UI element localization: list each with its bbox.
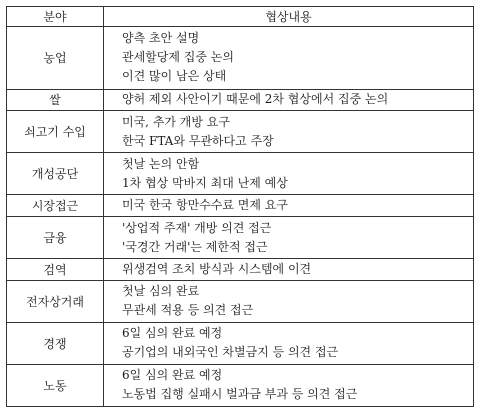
- category-cell: 경쟁: [7, 322, 104, 364]
- table-body: [7, 27, 474, 407]
- header-category: 분야: [7, 7, 104, 27]
- content-line: 위생검역 조치 방식과 시스템에 이견: [122, 261, 312, 276]
- category-cell: 개성공단: [7, 153, 104, 195]
- content-cell: [104, 111, 474, 153]
- content-line: 한국 FTA와 무관하다고 주장: [122, 133, 274, 148]
- content-line: 양허 제외 사안이기 때문에 2차 협상에서 집중 논의: [122, 92, 389, 107]
- content-line: 첫날 논의 안함: [122, 156, 200, 171]
- content-cell: [104, 259, 474, 281]
- content-line: 미국, 추가 개방 요구: [122, 114, 230, 129]
- content-cell: [104, 153, 474, 195]
- category-cell: 쌀: [7, 89, 104, 111]
- content-line: 무관세 적용 등 의견 접근: [122, 303, 254, 318]
- category-cell: 금융: [7, 216, 104, 258]
- negotiation-table: [6, 6, 474, 407]
- category-cell: 검역: [7, 259, 104, 281]
- category-cell: 쇠고기 수입: [7, 111, 104, 153]
- content-cell: [104, 216, 474, 258]
- content-cell: [104, 27, 474, 90]
- content-line: 미국 한국 항만수수료 면제 요구: [122, 198, 288, 213]
- content-line: 이견 많이 남은 상태: [122, 69, 227, 84]
- table-row: [7, 195, 474, 217]
- content-line: 1차 협상 막바지 최대 난제 예상: [122, 175, 288, 190]
- content-cell: [104, 89, 474, 111]
- content-line: '상업적 주재' 개방 의견 접근: [122, 220, 272, 235]
- content-line: 첫날 심의 완료: [122, 284, 200, 299]
- table-row: [7, 153, 474, 195]
- header-row: [7, 7, 474, 27]
- content-line: 6일 심의 완료 예정: [122, 368, 223, 383]
- table-row: [7, 89, 474, 111]
- content-line: 관세할당제 집중 논의: [122, 50, 234, 65]
- category-cell: 전자상거래: [7, 280, 104, 322]
- table-row: [7, 280, 474, 322]
- content-cell: [104, 322, 474, 364]
- content-line: 6일 심의 완료 예정: [122, 326, 223, 341]
- content-cell: [104, 364, 474, 406]
- table-row: [7, 322, 474, 364]
- category-cell: 노동: [7, 364, 104, 406]
- table-row: [7, 27, 474, 90]
- header-content: 협상내용: [104, 7, 474, 27]
- table-row: [7, 216, 474, 258]
- content-line: '국경간 거래'는 제한적 접근: [122, 239, 268, 254]
- content-cell: [104, 280, 474, 322]
- table-row: [7, 111, 474, 153]
- content-line: 공기업의 내외국인 차별금지 등 의견 접근: [122, 345, 339, 360]
- table-row: [7, 364, 474, 406]
- category-cell: 시장접근: [7, 195, 104, 217]
- content-cell: [104, 195, 474, 217]
- table-row: [7, 259, 474, 281]
- category-cell: 농업: [7, 27, 104, 90]
- content-line: 노동법 집행 실패시 벌과금 부과 등 의견 접근: [122, 387, 358, 402]
- content-line: 양측 초안 설명: [122, 31, 200, 46]
